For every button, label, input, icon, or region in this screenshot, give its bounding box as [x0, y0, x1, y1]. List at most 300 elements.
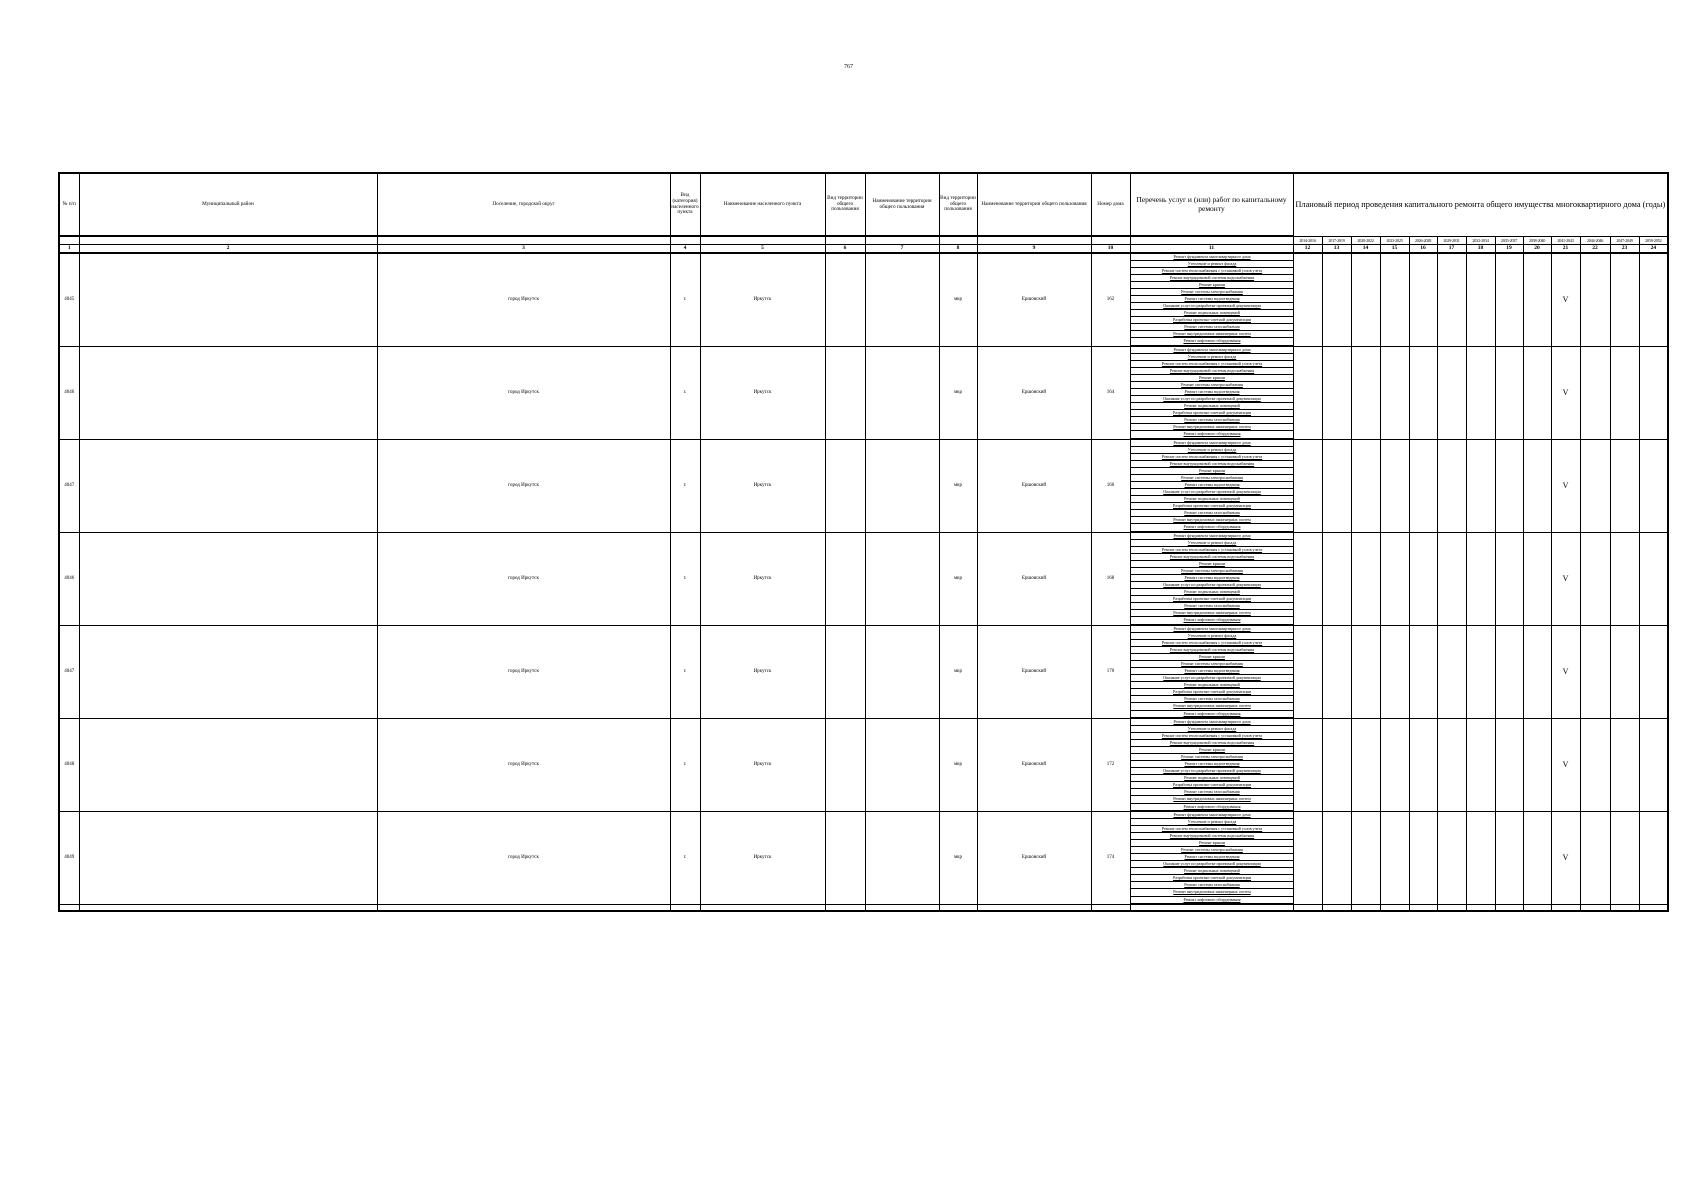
work-item: Оказание услуг по разработке проектной документации: [1131, 768, 1293, 775]
header-territory-type-2: Вид территории общего пользования: [939, 173, 977, 236]
work-item: Ремонт систем теплоснабжения с установкой узлов учета: [1131, 268, 1293, 275]
work-item: Утепление и ремонт фасада: [1131, 633, 1293, 640]
work-item: Ремонт системы водоотведения: [1131, 854, 1293, 861]
work-item: Ремонт системы газоснабжения: [1131, 789, 1293, 796]
column-number-cell: 10: [1091, 244, 1130, 253]
continuation-cell: [377, 904, 670, 911]
territory-name-2-cell: Ершовский: [977, 253, 1091, 347]
locality-name-cell: Иркутск: [700, 718, 825, 811]
year-cell: [1495, 625, 1523, 718]
municipal-district-cell: [79, 253, 377, 347]
year-cell: [1437, 625, 1466, 718]
year-cell: [1639, 811, 1668, 904]
year-cell: [1293, 811, 1322, 904]
column-number-cell: 19: [1495, 244, 1523, 253]
year-cell: [1466, 625, 1495, 718]
table-row: [59, 532, 1668, 625]
continuation-cell: [700, 904, 825, 911]
year-cell: [1409, 718, 1437, 811]
work-item: Ремонт систем теплоснабжения с установкой узлов учета: [1131, 733, 1293, 740]
work-item: Утепление и ремонт фасада: [1131, 726, 1293, 733]
year-cell: [1351, 532, 1380, 625]
header-locality-type: Вид (категория) населенного пункта: [670, 173, 700, 236]
municipal-district-cell: [79, 346, 377, 439]
territory-type-1-cell: [825, 532, 865, 625]
year-header-cell: 2014-2016: [1293, 236, 1322, 244]
work-item: Разработка проектно-сметной документации: [1131, 317, 1293, 324]
work-item: Ремонт системы водоотведения: [1131, 389, 1293, 396]
work-item: Оказание услуг по разработке проектной документации: [1131, 675, 1293, 682]
year-cell: [1523, 718, 1551, 811]
column-number-cell: 4: [670, 244, 700, 253]
year-cell: [1580, 253, 1610, 347]
work-item: Ремонт системы газоснабжения: [1131, 324, 1293, 331]
year-cell: [1523, 253, 1551, 347]
column-number-cell: 9: [977, 244, 1091, 253]
work-item: Ремонт крыши: [1131, 747, 1293, 754]
work-item: Ремонт подвальных помещений: [1131, 775, 1293, 782]
year-cell: [1322, 625, 1351, 718]
works-list-cell: [1130, 625, 1293, 718]
year-cell: [1409, 439, 1437, 532]
work-item: Ремонт систем теплоснабжения с установкой узлов учета: [1131, 547, 1293, 554]
year-cell: [1610, 625, 1639, 718]
work-item: Утепление и ремонт фасада: [1131, 447, 1293, 454]
locality-name-cell: Иркутск: [700, 625, 825, 718]
territory-name-1-cell: [865, 346, 939, 439]
territory-name-1-cell: [865, 625, 939, 718]
year-header-cell: 2038-2040: [1523, 236, 1551, 244]
locality-name-cell: Иркутск: [700, 253, 825, 347]
year-header-cell: 2029-2031: [1437, 236, 1466, 244]
year-cell: [1580, 811, 1610, 904]
municipal-district-cell: [79, 811, 377, 904]
page-number: 767: [844, 64, 853, 70]
table-row: [59, 718, 1668, 811]
year-cell: [1409, 253, 1437, 347]
continuation-cell: [1437, 904, 1466, 911]
work-item: Ремонт системы водоотведения: [1131, 668, 1293, 675]
locality-type-cell: г.: [670, 811, 700, 904]
year-cell: [1351, 718, 1380, 811]
territory-name-2-cell: Ершовский: [977, 811, 1091, 904]
work-item: Утепление и ремонт фасада: [1131, 540, 1293, 547]
work-item: Ремонт внутридомовых инженерных систем: [1131, 424, 1293, 431]
year-cell: [1380, 439, 1409, 532]
continuation-cell: [1322, 904, 1351, 911]
continuation-cell: [825, 904, 865, 911]
year-cell: [1580, 718, 1610, 811]
continuation-cell: [1495, 904, 1523, 911]
table-row: [59, 439, 1668, 532]
year-cell: [1523, 439, 1551, 532]
planned-mark-cell: V: [1551, 811, 1580, 904]
territory-type-2-cell: мкр: [939, 625, 977, 718]
year-cell: [1380, 625, 1409, 718]
territory-name-2-cell: Ершовский: [977, 625, 1091, 718]
work-item: Ремонт систем теплоснабжения с установкой узлов учета: [1131, 826, 1293, 833]
continuation-cell: [939, 904, 977, 911]
work-item: Ремонт системы электроснабжения: [1131, 754, 1293, 761]
year-cell: [1580, 439, 1610, 532]
table-row: [59, 811, 1668, 904]
work-item: Разработка проектно-сметной документации: [1131, 503, 1293, 510]
locality-name-cell: Иркутск: [700, 346, 825, 439]
continuation-cell: [1639, 904, 1668, 911]
work-item: Утепление и ремонт фасада: [1131, 354, 1293, 361]
column-number-cell: 5: [700, 244, 825, 253]
settlement-cell: город Иркутск: [377, 253, 670, 347]
locality-type-cell: г.: [670, 532, 700, 625]
work-item: Ремонт фундамента многоквартирного дома: [1131, 719, 1293, 726]
column-number-cell: 1: [59, 244, 79, 253]
work-item: Ремонт системы газоснабжения: [1131, 882, 1293, 889]
year-header-cell: 2023-2025: [1380, 236, 1409, 244]
house-number-cell: 166: [1091, 439, 1130, 532]
municipal-district-cell: [79, 532, 377, 625]
house-number-cell: 168: [1091, 532, 1130, 625]
work-item: Ремонт подвальных помещений: [1131, 496, 1293, 503]
year-cell: [1380, 253, 1409, 347]
works-list-cell: [1130, 718, 1293, 811]
work-item: Ремонт внутридомовых инженерных систем: [1131, 703, 1293, 710]
year-header-cell: 2017-2019: [1322, 236, 1351, 244]
work-item: Ремонт системы электроснабжения: [1131, 475, 1293, 482]
work-item: Оказание услуг по разработке проектной документации: [1131, 396, 1293, 403]
year-cell: [1293, 625, 1322, 718]
work-item: Ремонт системы электроснабжения: [1131, 289, 1293, 296]
year-cell: [1495, 532, 1523, 625]
continuation-cell: [1580, 904, 1610, 911]
year-cell: [1523, 811, 1551, 904]
column-number-cell: 2: [79, 244, 377, 253]
locality-name-cell: Иркутск: [700, 439, 825, 532]
year-cell: [1437, 346, 1466, 439]
work-item: Ремонт внутридомовой системы водоснабжения: [1131, 647, 1293, 654]
year-cell: [1437, 811, 1466, 904]
house-number-cell: 174: [1091, 811, 1130, 904]
header-settlement: Поселение, городской округ: [377, 173, 670, 236]
column-number-cell: 12: [1293, 244, 1322, 253]
work-item: Ремонт крыши: [1131, 654, 1293, 661]
work-item: Оказание услуг по разработке проектной документации: [1131, 303, 1293, 310]
year-header-cell: 2047-2049: [1610, 236, 1639, 244]
work-item: Ремонт системы электроснабжения: [1131, 382, 1293, 389]
municipal-district-cell: [79, 718, 377, 811]
year-cell: [1610, 532, 1639, 625]
column-number-cell: 3: [377, 244, 670, 253]
territory-type-2-cell: мкр: [939, 253, 977, 347]
work-item: Ремонт подвальных помещений: [1131, 868, 1293, 875]
work-item: Утепление и ремонт фасада: [1131, 261, 1293, 268]
year-cell: [1322, 718, 1351, 811]
settlement-cell: город Иркутск: [377, 811, 670, 904]
settlement-cell: город Иркутск: [377, 346, 670, 439]
column-number-cell: 6: [825, 244, 865, 253]
work-item: Ремонт внутридомовой системы водоснабжения: [1131, 461, 1293, 468]
year-header-cell: 2044-2046: [1580, 236, 1610, 244]
table-row: [59, 625, 1668, 718]
header-works: Перечень услуг и (или) работ по капитальному ремонту: [1130, 173, 1293, 236]
locality-type-cell: г.: [670, 718, 700, 811]
territory-type-2-cell: мкр: [939, 718, 977, 811]
header-house-number: Номер дома: [1091, 173, 1130, 236]
territory-name-1-cell: [865, 439, 939, 532]
locality-type-cell: г.: [670, 439, 700, 532]
work-item: Ремонт внутридомовых инженерных систем: [1131, 517, 1293, 524]
column-number-cell: 13: [1322, 244, 1351, 253]
continuation-cell: [1293, 904, 1322, 911]
settlement-cell: город Иркутск: [377, 439, 670, 532]
year-cell: [1409, 532, 1437, 625]
year-cell: [1610, 718, 1639, 811]
year-header-cell: 2032-2034: [1466, 236, 1495, 244]
work-item: Ремонт лифтового оборудования: [1131, 431, 1293, 438]
row-number: 4047: [59, 625, 79, 718]
header-locality-name: Наименование населенного пункта: [700, 173, 825, 236]
column-number-row: [59, 244, 1668, 253]
work-item: Ремонт системы газоснабжения: [1131, 510, 1293, 517]
work-item: Ремонт крыши: [1131, 282, 1293, 289]
house-number-cell: 170: [1091, 625, 1130, 718]
territory-type-2-cell: мкр: [939, 346, 977, 439]
continuation-cell: [1351, 904, 1380, 911]
locality-name-cell: Иркутск: [700, 811, 825, 904]
work-item: Разработка проектно-сметной документации: [1131, 875, 1293, 882]
year-cell: [1523, 532, 1551, 625]
year-cell: [1639, 253, 1668, 347]
territory-type-2-cell: мкр: [939, 532, 977, 625]
year-cell: [1495, 346, 1523, 439]
continuation-cell: [865, 904, 939, 911]
work-item: Ремонт фундамента многоквартирного дома: [1131, 347, 1293, 354]
territory-name-1-cell: [865, 718, 939, 811]
work-item: Ремонт лифтового оборудования: [1131, 617, 1293, 624]
column-number-cell: 21: [1551, 244, 1580, 253]
house-number-cell: 162: [1091, 253, 1130, 347]
continuation-cell: [977, 904, 1091, 911]
year-header-cell: 2026-2028: [1409, 236, 1437, 244]
work-item: Ремонт подвальных помещений: [1131, 682, 1293, 689]
municipal-district-cell: [79, 625, 377, 718]
year-cell: [1639, 346, 1668, 439]
work-item: Ремонт системы газоснабжения: [1131, 417, 1293, 424]
work-item: Ремонт внутридомовой системы водоснабжения: [1131, 275, 1293, 282]
municipal-district-cell: [79, 439, 377, 532]
work-item: Ремонт фундамента многоквартирного дома: [1131, 254, 1293, 261]
work-item: Ремонт крыши: [1131, 468, 1293, 475]
year-cell: [1466, 253, 1495, 347]
year-cell: [1380, 811, 1409, 904]
settlement-cell: город Иркутск: [377, 718, 670, 811]
house-number-cell: 172: [1091, 718, 1130, 811]
column-number-cell: 20: [1523, 244, 1551, 253]
work-item: Ремонт лифтового оборудования: [1131, 897, 1293, 904]
work-item: Ремонт системы газоснабжения: [1131, 603, 1293, 610]
table-row: [59, 346, 1668, 439]
table-row: [59, 253, 1668, 347]
locality-name-cell: Иркутск: [700, 532, 825, 625]
year-cell: [1293, 532, 1322, 625]
work-item: Разработка проектно-сметной документации: [1131, 782, 1293, 789]
column-number-cell: 7: [865, 244, 939, 253]
year-cell: [1437, 532, 1466, 625]
planned-mark-cell: V: [1551, 625, 1580, 718]
continuation-cell: [1380, 904, 1409, 911]
continuation-row: [59, 904, 1668, 911]
header-planned-period: Плановый период проведения капитального ремонта общего имущества многоквартирного дома (годы): [1293, 173, 1668, 236]
locality-type-cell: г.: [670, 253, 700, 347]
year-header-cell: 2020-2022: [1351, 236, 1380, 244]
year-cell: [1466, 439, 1495, 532]
header-territory-type-1: Вид территории общего пользования: [825, 173, 865, 236]
territory-type-2-cell: мкр: [939, 811, 977, 904]
year-cell: [1322, 439, 1351, 532]
year-cell: [1380, 532, 1409, 625]
continuation-cell: [1466, 904, 1495, 911]
continuation-cell: [1523, 904, 1551, 911]
work-item: Ремонт системы газоснабжения: [1131, 696, 1293, 703]
locality-type-cell: г.: [670, 625, 700, 718]
year-cell: [1610, 439, 1639, 532]
column-number-cell: 24: [1639, 244, 1668, 253]
year-cell: [1495, 811, 1523, 904]
year-cell: [1293, 346, 1322, 439]
work-item: Ремонт системы электроснабжения: [1131, 661, 1293, 668]
territory-name-1-cell: [865, 253, 939, 347]
territory-type-1-cell: [825, 253, 865, 347]
year-cell: [1466, 718, 1495, 811]
year-header-cell: 2050-2052: [1639, 236, 1668, 244]
work-item: Ремонт лифтового оборудования: [1131, 711, 1293, 718]
territory-type-1-cell: [825, 625, 865, 718]
work-item: Ремонт лифтового оборудования: [1131, 338, 1293, 345]
work-item: Ремонт внутридомовой системы водоснабжения: [1131, 368, 1293, 375]
row-number: 4045: [59, 253, 79, 347]
work-item: Ремонт фундамента многоквартирного дома: [1131, 533, 1293, 540]
year-header-cell: 2041-2043: [1551, 236, 1580, 244]
column-number-cell: 18: [1466, 244, 1495, 253]
year-cell: [1610, 253, 1639, 347]
capital-repair-schedule-sheet: [58, 172, 1669, 912]
work-item: Ремонт систем теплоснабжения с установкой узлов учета: [1131, 361, 1293, 368]
continuation-cell: [1130, 904, 1293, 911]
column-number-cell: 11: [1130, 244, 1293, 253]
year-cell: [1437, 253, 1466, 347]
continuation-cell: [1409, 904, 1437, 911]
planned-mark-cell: V: [1551, 439, 1580, 532]
settlement-cell: город Иркутск: [377, 625, 670, 718]
continuation-cell: [79, 904, 377, 911]
planned-mark-cell: V: [1551, 346, 1580, 439]
header-territory-name-2: Наименование территории общего пользования: [977, 173, 1091, 236]
settlement-cell: город Иркутск: [377, 532, 670, 625]
work-item: Ремонт системы электроснабжения: [1131, 847, 1293, 854]
year-cell: [1639, 439, 1668, 532]
territory-type-2-cell: мкр: [939, 439, 977, 532]
column-number-cell: 17: [1437, 244, 1466, 253]
year-cell: [1466, 811, 1495, 904]
work-item: Ремонт подвальных помещений: [1131, 589, 1293, 596]
planned-mark-cell: V: [1551, 718, 1580, 811]
table-body: [59, 253, 1668, 905]
work-item: Ремонт внутридомовых инженерных систем: [1131, 889, 1293, 896]
work-item: Разработка проектно-сметной документации: [1131, 689, 1293, 696]
year-cell: [1523, 346, 1551, 439]
row-number: 4046: [59, 346, 79, 439]
territory-name-2-cell: Ершовский: [977, 346, 1091, 439]
year-cell: [1351, 811, 1380, 904]
work-item: Ремонт фундамента многоквартирного дома: [1131, 626, 1293, 633]
column-number-cell: 22: [1580, 244, 1610, 253]
year-cell: [1610, 811, 1639, 904]
territory-name-2-cell: Ершовский: [977, 439, 1091, 532]
territory-type-1-cell: [825, 718, 865, 811]
work-item: Ремонт лифтового оборудования: [1131, 804, 1293, 811]
header-num: № п/п: [59, 173, 79, 236]
year-cell: [1293, 718, 1322, 811]
column-number-cell: 15: [1380, 244, 1409, 253]
work-item: Ремонт системы электроснабжения: [1131, 568, 1293, 575]
work-item: Разработка проектно-сметной документации: [1131, 596, 1293, 603]
work-item: Ремонт внутридомовых инженерных систем: [1131, 331, 1293, 338]
year-cell: [1639, 718, 1668, 811]
work-item: Ремонт систем теплоснабжения с установкой узлов учета: [1131, 640, 1293, 647]
year-cell: [1580, 625, 1610, 718]
table-header: [59, 173, 1668, 253]
year-cell: [1639, 625, 1668, 718]
territory-name-1-cell: [865, 811, 939, 904]
year-cell: [1495, 718, 1523, 811]
year-cell: [1580, 346, 1610, 439]
work-item: Ремонт системы водоотведения: [1131, 482, 1293, 489]
works-list-cell: [1130, 811, 1293, 904]
row-number: 4046: [59, 532, 79, 625]
year-cell: [1639, 532, 1668, 625]
capital-repair-schedule-table: [58, 172, 1669, 912]
year-cell: [1322, 346, 1351, 439]
work-item: Ремонт систем теплоснабжения с установкой узлов учета: [1131, 454, 1293, 461]
planned-mark-cell: V: [1551, 532, 1580, 625]
header-municipal-district: Муниципальный район: [79, 173, 377, 236]
column-number-cell: 23: [1610, 244, 1639, 253]
work-item: Ремонт крыши: [1131, 375, 1293, 382]
work-item: Ремонт крыши: [1131, 840, 1293, 847]
year-cell: [1495, 439, 1523, 532]
year-cell: [1466, 346, 1495, 439]
year-cell: [1409, 625, 1437, 718]
work-item: Ремонт лифтового оборудования: [1131, 524, 1293, 531]
work-item: Ремонт подвальных помещений: [1131, 403, 1293, 410]
year-cell: [1580, 532, 1610, 625]
year-cell: [1466, 532, 1495, 625]
continuation-cell: [1091, 904, 1130, 911]
work-item: Утепление и ремонт фасада: [1131, 819, 1293, 826]
row-number: 4047: [59, 439, 79, 532]
year-header-cell: 2035-2037: [1495, 236, 1523, 244]
work-item: Ремонт фундамента многоквартирного дома: [1131, 440, 1293, 447]
year-cell: [1351, 439, 1380, 532]
year-cell: [1293, 439, 1322, 532]
column-number-cell: 16: [1409, 244, 1437, 253]
year-cell: [1437, 718, 1466, 811]
works-list-cell: [1130, 532, 1293, 625]
year-cell: [1351, 253, 1380, 347]
row-number: 4048: [59, 718, 79, 811]
year-cell: [1495, 253, 1523, 347]
work-item: Ремонт внутридомовой системы водоснабжения: [1131, 833, 1293, 840]
column-number-cell: 8: [939, 244, 977, 253]
